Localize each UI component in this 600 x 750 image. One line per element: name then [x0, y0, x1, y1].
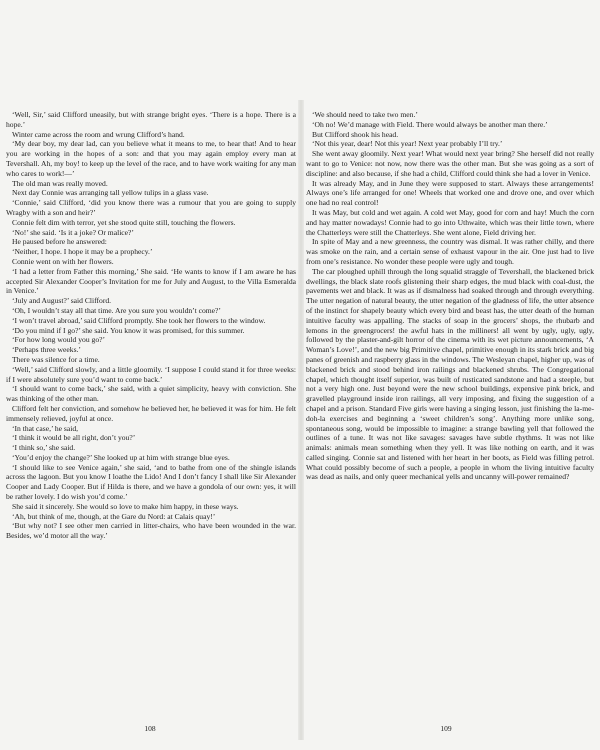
paragraph: ‘We should need to take two men.’	[312, 110, 418, 119]
paragraph: ‘Perhaps three weeks.’	[12, 345, 81, 355]
paragraph: But Clifford shook his head.	[312, 129, 399, 139]
paragraph: ‘I think so,’ she said.	[12, 443, 76, 453]
paragraph: ‘Well, Sir,’ said Clifford uneasily, but with strange bright eyes. ‘There is a hope. There is a hope.’	[6, 110, 296, 129]
paragraph: ‘Ah, but think of me, though, at the Gare du Nord: at Calais quay!’	[12, 511, 216, 521]
right-page-number: 109	[440, 724, 452, 733]
paragraph: ‘Oh no! We’d manage with Field. There would always be another man there.’	[312, 119, 548, 129]
paragraph: The old man was really moved.	[12, 178, 108, 188]
paragraph: ‘I should want to come back,’ she said, with a quiet simplicity, heavy with conviction. She was thinking of the other man.	[6, 384, 296, 404]
paragraph: It was already May, and in June they were supposed to start. Always these arrangements! Always one’s life arranged for one! Wheels that worked one and drove one, and over which one had no real control!	[306, 178, 594, 208]
paragraph: ‘Do you mind if I go?’ she said. You know it was promised, for this summer.	[12, 325, 245, 335]
paragraph: He paused before he answered:	[12, 237, 107, 247]
paragraph: ‘Well,’ said Clifford slowly, and a little gloomily. ‘I suppose I could stand it for three weeks: if I were absolutely sure you’d want to come back.’	[6, 364, 296, 384]
paragraph: ‘But why not? I see other men carried in litter-chairs, who have been wounded in the war. Besides, we’d motor all the way.’	[6, 521, 296, 541]
paragraph: In spite of May and a new greenness, the country was dismal. It was rather chilly, and there was smoke on the rain, and a certain sense of exhaust vapour in the air. One just had to live from one’s resistance. No wonder these people were ugly and tough.	[306, 237, 594, 266]
paragraph: ‘Not this year, dear! Not this year! Next year probably I’ll try.’	[312, 139, 503, 149]
paragraph: ‘In that case,’ he said,	[12, 423, 79, 433]
paragraph: ‘Connie,’ said Clifford, ‘did you know there was a rumour that you are going to supply Wragby with a son and heir?’	[6, 198, 296, 217]
paragraph: ‘Neither, I hope. I hope it may be a prophecy.’	[12, 247, 153, 257]
paragraph: ‘July and August?’ said Clifford.	[12, 296, 112, 306]
paragraph: ‘For how long would you go?’	[12, 335, 106, 345]
paragraph: She said it sincerely. She would so love to make him happy, in these ways.	[12, 501, 239, 511]
paragraph: ‘I won’t travel abroad,’ said Clifford promptly. She took her flowers to the window.	[12, 315, 266, 325]
paragraph: There was silence for a time.	[12, 354, 100, 364]
paragraph: She went away gloomily. Next year! What would next year bring? She herself did not really want to go to Venice: not now, now there was the other man. But she was going as a sort of discipline: and also because, if she had a child, Clifford could think she had a lover in Venice.	[306, 149, 594, 178]
paragraph: ‘My dear boy, my dear lad, can you believe what it means to me, to hear that! And to hear you are working in the hopes of a son: and that you may again employ every man at Tevershall. Ah, my boy! to keep up the level of the race, and to have work waiting for any man who cares to work!—’	[6, 139, 296, 178]
page-gutter	[298, 100, 304, 740]
left-page-text	[6, 110, 296, 730]
paragraph: ‘I should like to see Venice again,’ she said, ‘and to bathe from one of the shingle islands across the lagoon. But you know I loathe the Lido! And I don’t fancy I shall like Sir Alexander Cooper and Lady Cooper. But if Hilda is there, and we have a gondola of our own: yes, it will be rather lovely. I do wish you’d come.’	[6, 462, 296, 502]
right-page-text	[306, 110, 594, 730]
paragraph: The car ploughed uphill through the long squalid straggle of Tevershall, the blackened brick dwellings, the black slate roofs glistening their sharp edges, the mud black with coal-dust, the pavements wet and black. It was as if dismalness had soaked through and through everything. The utter negation of natural beauty, the utter negation of the gladness of life, the utter absence of the instinct for shapely beauty which every bird and beast has, the utter death of the human intuitive faculty was appalling. The stacks of soap in the grocers’ shops, the rhubarb and lemons in the greengrocers! the awful hats in the milliners! all went by ugly, ugly, ugly, followed by the plaster-and-gilt horror of the cinema with its wet picture announcements, ‘A Woman’s Love!’, and the new big Primitive chapel, primitive enough in its stark brick and big panes of greenish and raspberry glass in the windows. The Wesleyan chapel, higher up, was of blackened brick and stood behind iron railings and blackened shrubs. The Congregational chapel, which thought itself superior, was built of rusticated sandstone and had a steeple, but not a very high one. Just beyond were the new school buildings, expensive pink brick, and gravelled playground inside iron railings, all very imposing, and fixing the suggestion of a chapel and a prison. Standard Five girls were having a singing lesson, just finishing the la-me-doh-la exercises and beginning a ‘sweet children’s song’. Anything more unlike song, spontaneous song, would be impossible to imagine: a strange bawling yell that followed the outlines of a tune. It was not like savages: savages have subtle rhythms. It was not like animals: animals mean something when they yell. It was like nothing on earth, and it was called singing. Connie sat and listened with her heart in her boots, as Field was filling petrol. What could possibly become of such a people, a people in whom the living intuitive faculty was dead as nails, and only queer mechanical yells and uncanny will-power remained?	[306, 266, 594, 482]
paragraph: Winter came across the room and wrung Clifford’s hand.	[12, 129, 185, 139]
paragraph: ‘Oh, I wouldn’t stay all that time. Are you sure you wouldn’t come?’	[12, 305, 221, 315]
paragraph: ‘No!’ she said. ‘Is it a joke? Or malice?’	[12, 227, 134, 237]
paragraph: Connie felt dim with terror, yet she stood quite still, touching the flowers.	[12, 217, 236, 227]
left-page-number: 108	[144, 724, 156, 733]
paragraph: It was May, but cold and wet again. A cold wet May, good for corn and hay! Much the corn and hay matter nowadays! Connie had to go into Uthwaite, which was their little town, where the Chatterleys were still the Chatterleys. She went alone, Field driving her.	[306, 207, 594, 237]
paragraph: Next day Connie was arranging tall yellow tulips in a glass vase.	[12, 188, 209, 198]
paragraph: Clifford felt her conviction, and somehow he believed her, he believed it was for him. He felt immensely relieved, joyful at once.	[6, 403, 296, 423]
paragraph: ‘I think it would be all right, don’t you?’	[12, 433, 136, 443]
paragraph: ‘You’d enjoy the change?’ She looked up at him with strange blue eyes.	[12, 452, 230, 462]
paragraph: Connie went on with her flowers.	[12, 256, 114, 266]
paragraph: ‘I had a letter from Father this morning,’ She said. ‘He wants to know if I am aware he has accepted Sir Alexander Cooper’s Invitation for me for July and August, to the Villa Esmeralda in Venice.’	[6, 266, 296, 296]
